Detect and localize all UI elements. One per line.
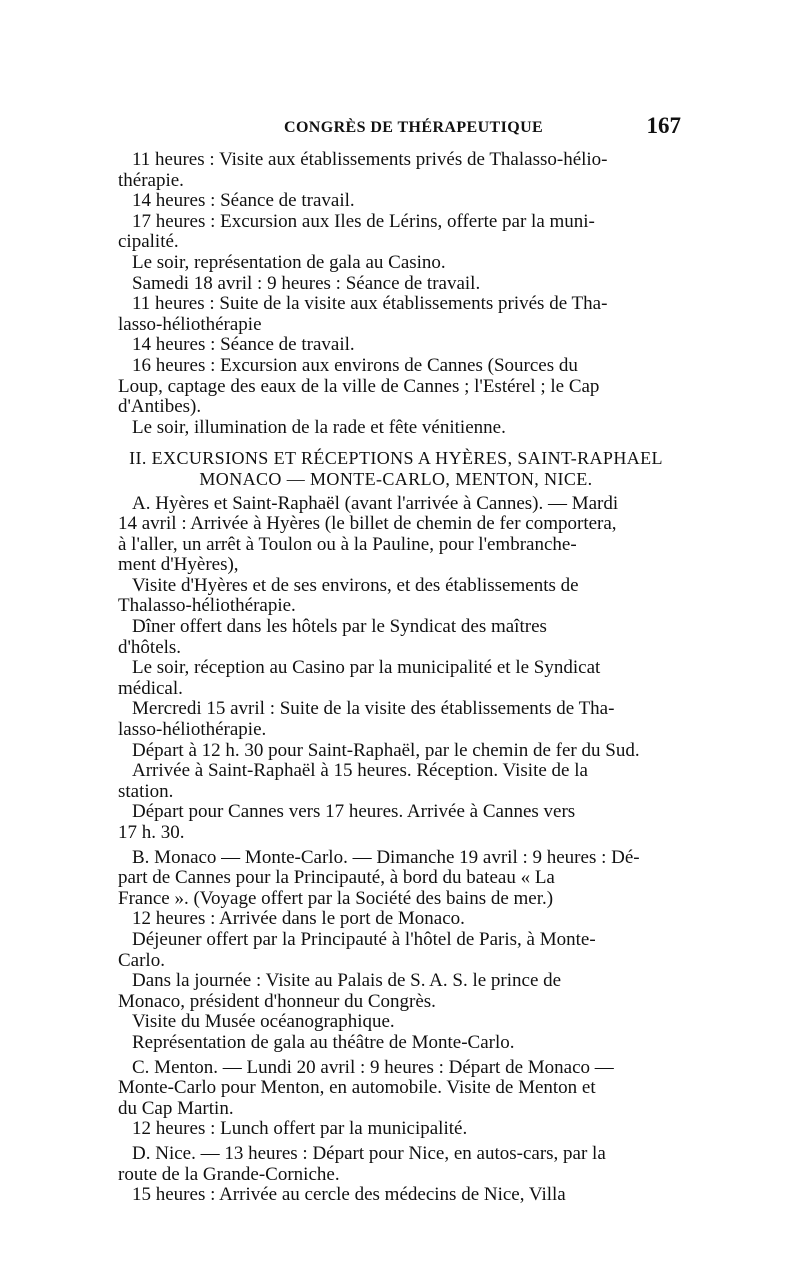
- text-line: A. Hyères et Saint-Raphaël (avant l'arrivée à Cannes). — Mardi: [132, 493, 619, 514]
- text-line: thérapie.: [118, 170, 184, 191]
- text-line: France ». (Voyage offert par la Société des bains de mer.): [118, 888, 554, 909]
- text-line: cipalité.: [118, 232, 179, 253]
- text-line: Thalasso-héliothérapie.: [118, 596, 296, 617]
- text-line: Dîner offert dans les hôtels par le Syndicat des maîtres: [132, 617, 547, 638]
- text-line: 14 heures : Séance de travail.: [132, 335, 355, 356]
- text-line: d'hôtels.: [118, 637, 182, 658]
- text-line: Le soir, illumination de la rade et fête vénitienne.: [132, 417, 506, 438]
- text-line: C. Menton. — Lundi 20 avril : 9 heures : Départ de Monaco —: [132, 1057, 614, 1078]
- text-line: Le soir, réception au Casino par la municipalité et le Syndicat: [132, 658, 601, 679]
- text-line: 15 heures : Arrivée au cercle des médecins de Nice, Villa: [132, 1185, 566, 1206]
- text-line: route de la Grande-Corniche.: [118, 1164, 340, 1185]
- text-line: lasso-héliothérapie.: [118, 720, 267, 741]
- text-line: D. Nice. — 13 heures : Départ pour Nice, en autos-cars, par la: [132, 1143, 606, 1164]
- text-line: d'Antibes).: [118, 397, 202, 418]
- text-line: à l'aller, un arrêt à Toulon ou à la Pauline, pour l'embranche-: [118, 534, 577, 555]
- text-line: ment d'Hyères),: [118, 555, 239, 576]
- text-line: Déjeuner offert par la Principauté à l'hôtel de Paris, à Monte-: [132, 929, 596, 950]
- text-line: Départ pour Cannes vers 17 heures. Arrivée à Cannes vers: [132, 802, 576, 823]
- text-line: Loup, captage des eaux de la ville de Cannes ; l'Estérel ; le Cap: [118, 376, 600, 397]
- text-line: lasso-héliothérapie: [118, 314, 262, 335]
- page-header: [118, 113, 681, 141]
- text-line: du Cap Martin.: [118, 1098, 234, 1119]
- text-line: 12 heures : Arrivée dans le port de Monaco.: [132, 909, 465, 930]
- text-line: Représentation de gala au théâtre de Monte-Carlo.: [132, 1032, 515, 1053]
- text-line: 16 heures : Excursion aux environs de Cannes (Sources du: [132, 355, 578, 376]
- text-line: 17 heures : Excursion aux Iles de Lérins, offerte par la muni-: [132, 211, 595, 232]
- text-line: Monte-Carlo pour Menton, en automobile. Visite de Menton et: [118, 1078, 596, 1099]
- text-line: 11 heures : Suite de la visite aux établissements privés de Tha-: [132, 294, 608, 315]
- text-line: part de Cannes pour la Principauté, à bord du bateau « La: [118, 868, 555, 889]
- page-number: 167: [646, 113, 681, 138]
- text-line: Samedi 18 avril : 9 heures : Séance de travail.: [132, 273, 481, 294]
- text-line: 11 heures : Visite aux établissements privés de Thalasso-hélio-: [132, 150, 608, 170]
- text-line: Visite du Musée océanographique.: [132, 1012, 395, 1033]
- section-title: MONACO — MONTE-CARLO, MENTON, NICE.: [199, 468, 593, 489]
- text-line: 12 heures : Lunch offert par la municipalité.: [132, 1119, 468, 1140]
- text-line: Visite d'Hyères et de ses environs, et des établissements de: [132, 575, 579, 596]
- text-line: Arrivée à Saint-Raphaël à 15 heures. Réception. Visite de la: [132, 761, 588, 782]
- text-line: Mercredi 15 avril : Suite de la visite des établissements de Tha-: [132, 699, 615, 720]
- text-line: station.: [118, 781, 174, 802]
- page-body: [118, 150, 674, 1206]
- text-line: 17 h. 30.: [118, 823, 185, 843]
- text-line: Dans la journée : Visite au Palais de S. A. S. le prince de: [132, 971, 562, 992]
- text-line: Le soir, représentation de gala au Casino.: [132, 252, 446, 273]
- text-line: Monaco, président d'honneur du Congrès.: [118, 991, 436, 1012]
- text-line: B. Monaco — Monte-Carlo. — Dimanche 19 avril : 9 heures : Dé-: [132, 847, 640, 868]
- text-line: 14 heures : Séance de travail.: [132, 191, 355, 212]
- text-line: Départ à 12 h. 30 pour Saint-Raphaël, par le chemin de fer du Sud.: [132, 740, 640, 761]
- section-title: II. EXCURSIONS ET RÉCEPTIONS A HYÈRES, SAINT-RAPHAEL: [129, 448, 663, 469]
- text-line: Carlo.: [118, 950, 165, 971]
- text-line: 14 avril : Arrivée à Hyères (le billet de chemin de fer comportera,: [118, 514, 617, 535]
- running-title: CONGRÈS DE THÉRAPEUTIQUE: [284, 119, 544, 136]
- text-line: médical.: [118, 678, 183, 699]
